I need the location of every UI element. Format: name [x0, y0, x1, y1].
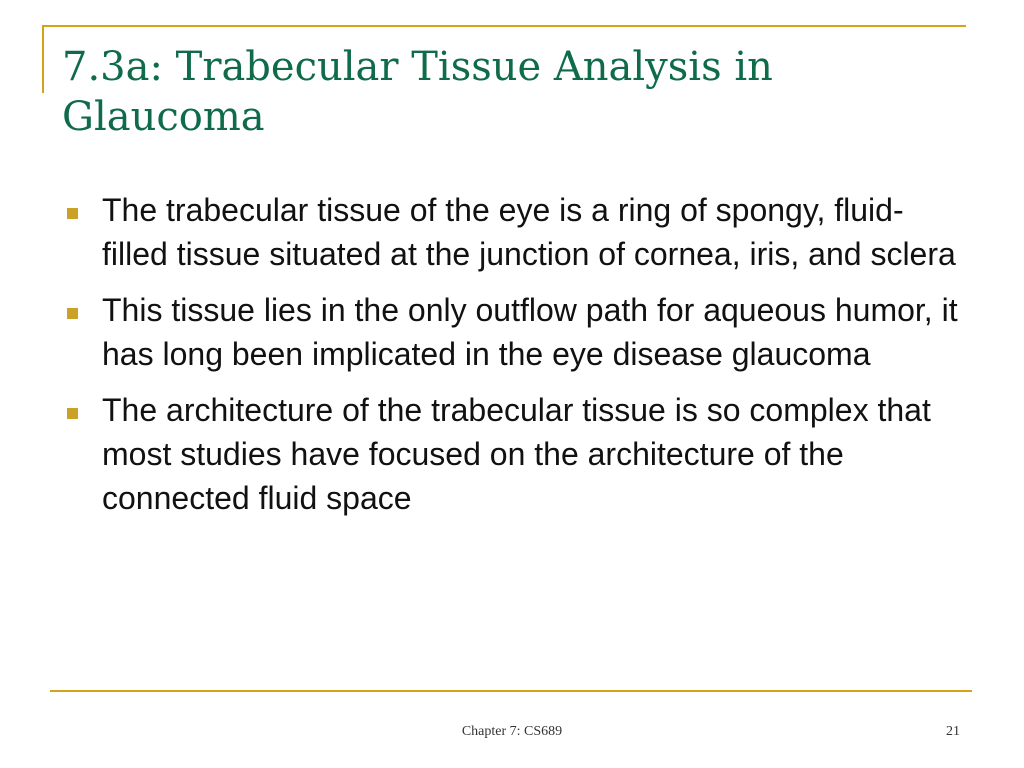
square-bullet-icon — [67, 308, 78, 319]
square-bullet-icon — [67, 408, 78, 419]
bullet-item — [62, 288, 967, 376]
left-divider — [42, 25, 44, 93]
bullet-item — [62, 388, 967, 520]
square-bullet-icon — [67, 208, 78, 219]
bullet-text: The architecture of the trabecular tissue is so complex that most studies have focused on the architecture of the connected fluid space — [102, 392, 931, 516]
page-number: 21 — [946, 724, 960, 739]
bottom-divider — [50, 690, 972, 692]
bullet-item — [62, 188, 967, 276]
bullet-list — [62, 188, 967, 532]
bullet-text: The trabecular tissue of the eye is a ring of spongy, fluid-filled tissue situated at the junction of cornea, iris, and sclera — [102, 192, 956, 272]
slide-footer: Chapter 7: CS689 — [461, 724, 563, 739]
bullet-text: This tissue lies in the only outflow path for aqueous humor, it has long been implicated in the eye disease glaucoma — [102, 292, 958, 372]
top-divider — [42, 25, 966, 27]
slide-title: 7.3a: Trabecular Tissue Analysis in Glaucoma — [62, 44, 773, 140]
